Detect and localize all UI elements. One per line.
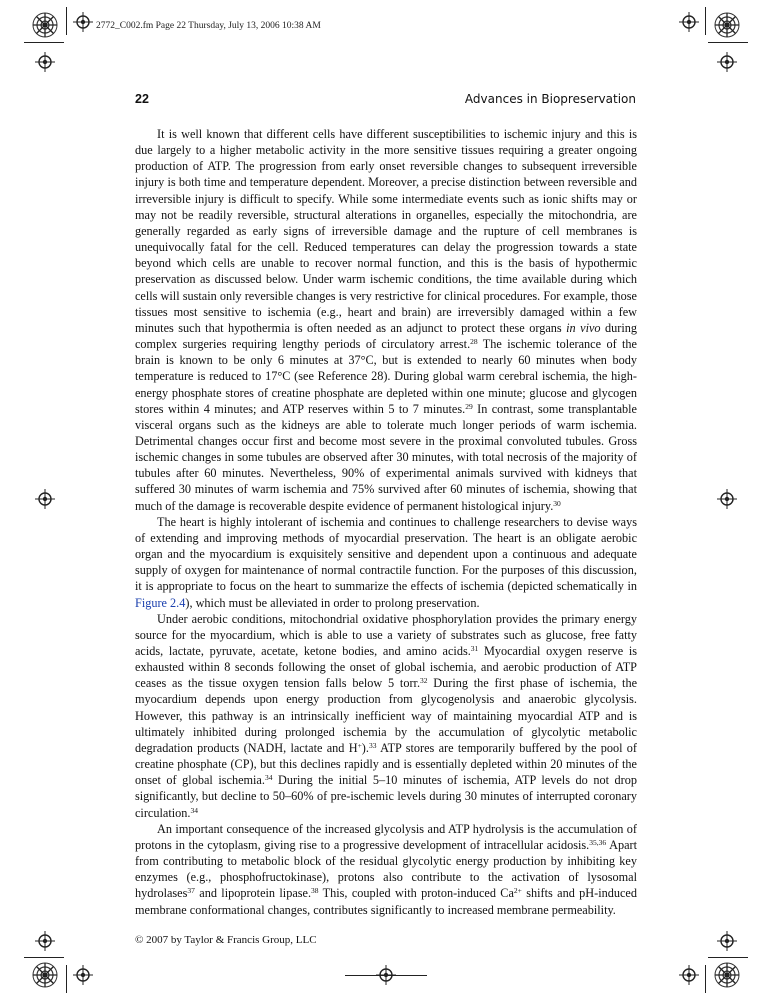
print-crosshair-top-right [679, 12, 699, 32]
body-text [135, 126, 637, 918]
crop-mark-bottom-left-vertical [66, 965, 67, 993]
paragraph [135, 821, 637, 918]
print-crosshair-upper-right [717, 52, 737, 72]
text-run: During the initial 5–10 minutes of ischemia, ATP levels do not drop significantly, but decline to 50–60% of pre-ischemic levels during 30 minutes of interrupted coronary circulation. [135, 773, 637, 820]
text-run: The heart is highly intolerant of ischemia and continues to challenge researchers to devise ways of extending and improving methods of myocardial preservation. The heart is an obligate aerobic organ and the myocardium is exquisitely sensitive and dependent upon a continuous and adequate supply of oxygen for maintenance of normal contractile function. For the purposes of this discussion, it is appropriate to focus on the heart to summarize the effects of ischemia (depicted schematically in [135, 514, 637, 594]
copyright-footer: © 2007 by Taylor & Francis Group, LLC [135, 934, 317, 946]
citation-superscript: 29 [465, 401, 473, 411]
text-run: In contrast, some transplantable visceral organs such as the kidneys are able to tolerate much longer periods of warm ischemia. Detrimental changes occur first and become most severe in the proximal convoluted tubules. Gross ischemic changes in some tubules are observed after 30 minutes, with total necrosis of the majority of tubules after 60 minutes. Nevertheless, 90% of experimental animals survived with kidneys that suffered 30 minutes of warm ischemia and 75% survived after 60 minutes of ischemia, showing that much of the damage is recoverable despite evidence of permanent histological injury. [135, 401, 637, 513]
text-run: during complex surgeries requiring lengthy periods of circulatory arrest. [135, 320, 638, 352]
text-run: and lipoprotein lipase. [194, 886, 312, 901]
citation-superscript: 34 [190, 805, 198, 815]
citation-superscript: 30 [553, 498, 561, 508]
print-registration-target-bottom-right [714, 962, 740, 993]
print-registration-target-top-right [714, 12, 740, 43]
text-run: This, coupled with proton-induced Ca [318, 886, 514, 901]
citation-superscript: 35,36 [589, 837, 607, 847]
print-crosshair-middle-left [35, 489, 55, 509]
print-crosshair-lower-left [35, 931, 55, 951]
paragraph [135, 611, 637, 821]
text-run: Apart from contributing to metabolic block of the residual glycolytic energy production by inhibiting key enzymes (e.g., phosphofructokinase), protons also contribute to the activation of lysosomal hydrolases [135, 837, 637, 901]
print-crosshair-bottom-right [679, 965, 699, 985]
print-crosshair-bottom-center [376, 965, 396, 985]
text-run: ). [361, 740, 369, 755]
running-title: Advances in Biopreservation [464, 92, 636, 106]
print-crosshair-lower-right [717, 931, 737, 951]
crop-mark-top-right-vertical [705, 7, 706, 35]
crop-mark-upper-left-horizontal [24, 42, 64, 43]
citation-superscript: 34 [264, 773, 273, 783]
page-number: 22 [135, 92, 149, 106]
text-run: ), which must be alleviated in order to prolong preservation. [185, 595, 480, 610]
text-run: shifts and pH-induced membrane conformational changes, contributes significantly to increased membrane permeability. [135, 886, 637, 917]
crop-mark-bottom-right-horizontal [708, 957, 748, 958]
citation-superscript: 37 [187, 886, 195, 896]
crop-mark-bottom-left-horizontal [24, 957, 64, 958]
paragraph [135, 514, 637, 611]
citation-superscript: 31 [470, 644, 479, 653]
print-crosshair-top-left [73, 12, 93, 32]
text-run: ATP stores are temporarily buffered by the pool of creatine phosphate (CP), but this declines rapidly and is essentially depleted within 20 minutes of the onset of global ischemia. [135, 740, 637, 788]
text-run: It is well known that different cells have different susceptibilities to ischemic injury and this is due largely to a higher metabolic activity in the more sensitive tissues requiring a greater ongoing production of ATP. The progression from early onset reversible changes to subsequent irreversible injury is both time and temperature dependent. Moreover, a precise distinction between reversible and irreversible injury is difficult to specify. While some intermediate events such as ionic shifts may or may not be readily reversible, structural alterations in organelles, especially the mitochondria, are generally regarded as early signs of irreversible damage and the rupture of cell membranes is unequivocally fatal for the cell. Reduced temperatures can delay the progression towards a state beyond which cells are unable to recover normal function, and this is the basis of hypothermic preservation as discussed below. Under warm ischemic conditions, the time available during which cells will sustain only reversible changes is very restrictive for clinical procedures. For example, those tissues most sensitive to ischemia (e.g., heart and brain) are irreversibly damaged within a few minutes such that hypothermia is often needed as an adjunct to protect these organs [135, 127, 637, 335]
citation-superscript: 33 [368, 740, 377, 750]
text-run: The ischemic tolerance of the brain is known to be only 6 minutes at 37°C, but is extended to nearly 60 minutes when body temperature is reduced to 17°C (see Reference 28). During global warm cerebral ischemia, the high-energy phosphate stores of creatine phosphate are depleted within one minute; glucose and glycogen stores within 4 minutes; and ATP reserves within 5 to 7 minutes. [135, 337, 637, 416]
citation-superscript: 32 [420, 676, 428, 686]
citation-superscript: 28 [470, 337, 478, 347]
print-registration-target-bottom-left [32, 962, 58, 993]
italic-term: in vivo [566, 320, 601, 335]
crop-mark-top-left-vertical [66, 7, 67, 35]
print-slug-line: 2772_C002.fm Page 22 Thursday, July 13, 2006 10:38 AM [96, 21, 321, 31]
text-run: Myocardial oxygen reserve is exhausted within 8 seconds following the onset of global ischemia, and aerobic production of ATP ceases as the tissue oxygen tension falls below 5 torr. [135, 644, 637, 691]
print-crosshair-upper-left [35, 52, 55, 72]
print-registration-target-top-left [32, 12, 58, 43]
print-crosshair-bottom-left [73, 965, 93, 985]
print-crosshair-middle-right [717, 489, 737, 509]
crop-mark-upper-right-horizontal [708, 42, 748, 43]
citation-superscript: 38 [311, 886, 319, 896]
text-run: During the first phase of ischemia, the myocardium depends upon energy production from glycogenolysis and anaerobic glycolysis. However, this pathway is an intrinsically inefficient way of maintaining myocardial ATP and is ultimately inhibited during prolonged ischemia by the accumulation of glycolytic metabolic degradation products (NADH, lactate and H [135, 676, 638, 755]
figure-link[interactable]: Figure 2.4 [135, 595, 186, 610]
citation-superscript: 2+ [513, 886, 522, 896]
text-run: An important consequence of the increased glycolysis and ATP hydrolysis is the accumulation of protons in the cytoplasm, giving rise to a progressive development of intracellular acidosis. [135, 821, 637, 852]
citation-superscript: + [357, 740, 362, 750]
paragraph [135, 126, 637, 514]
crop-mark-bottom-right-vertical [705, 965, 706, 993]
text-run: Under aerobic conditions, mitochondrial oxidative phosphorylation provides the primary energy source for the myocardium, which is able to use a variety of substrates such as glucose, free fatty acids, lactate, pyruvate, acetate, ketone bodies, and amino acids. [135, 611, 637, 658]
